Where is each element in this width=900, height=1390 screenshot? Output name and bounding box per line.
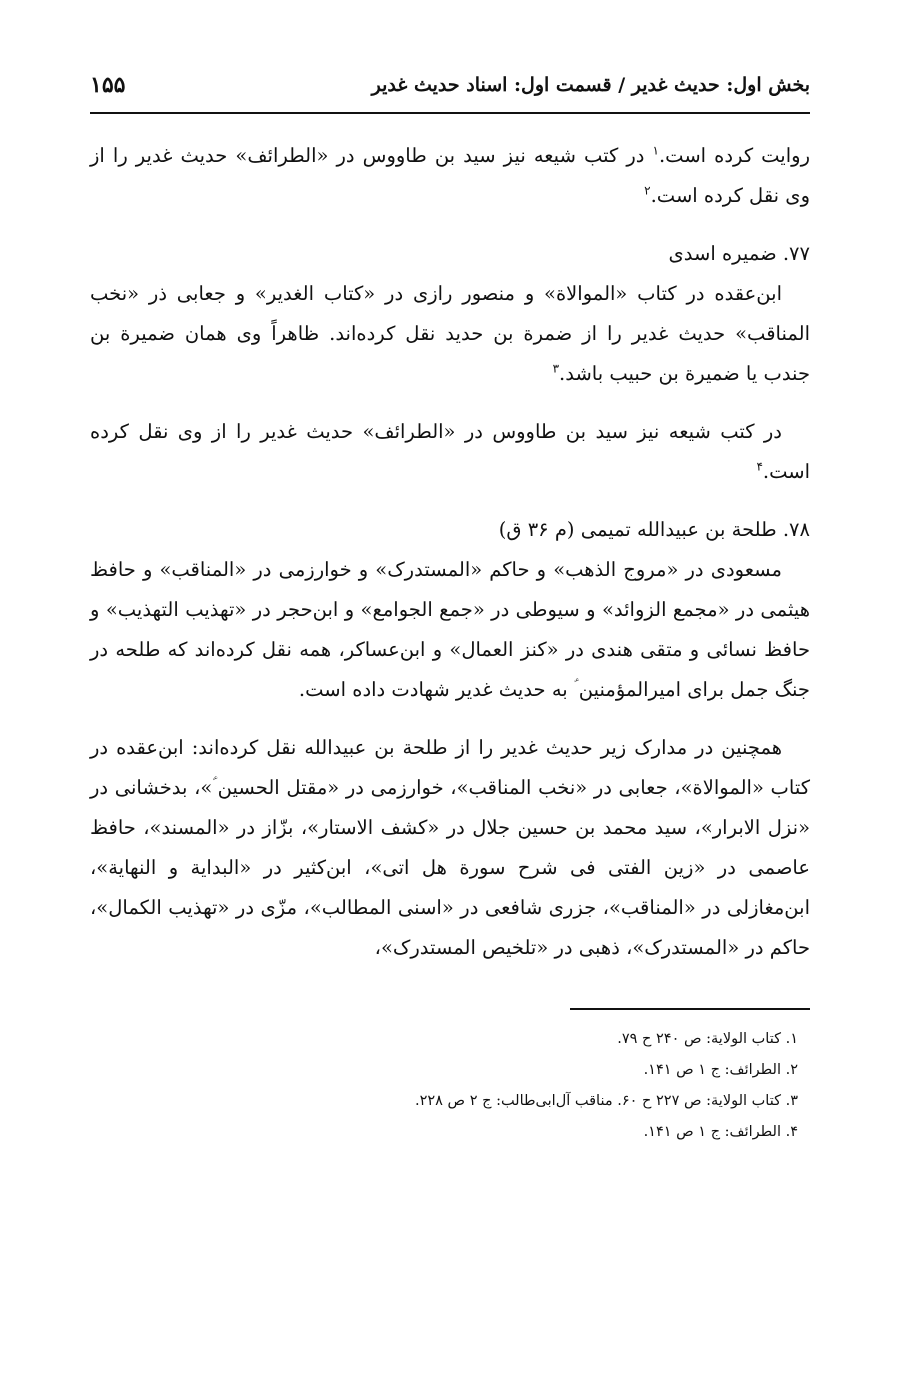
footnote-rule: [570, 1008, 810, 1010]
header-rule: [90, 112, 810, 114]
spacer: [90, 394, 810, 412]
section-heading-77: ۷۷. ضمیره اسدی: [668, 242, 810, 265]
footnote-2: ۲. الطرائف: ج ۱ ص ۱۴۱.: [643, 1062, 798, 1078]
paragraph-2-text: ابن‌عقده در کتاب «الموالاة» و منصور رازی در «کتاب الغدیر» و جعابی ذر «نخب المناقب» حدیث غدیر را از ضمرة بن حدید نقل کرده‌اند. ظاهراً وی همان ضمیرة بن جندب یا ضمیرة بن حبیب باشد.: [90, 282, 810, 385]
page-header: [90, 60, 810, 112]
page-number: ۱۵۵: [90, 72, 126, 98]
paragraph-1-continuation: در کتب شیعه نیز سید بن طاووس در «الطرائف» حدیث غدیر را از وی نقل کرده است.: [90, 144, 810, 207]
footnote-1: ۱. کتاب الولایة: ص ۲۴۰ ح ۷۹.: [617, 1031, 798, 1047]
paragraph-4: مسعودی در «مروج الذهب» و حاکم «المستدرک» و خوارزمی در «المناقب» و حافظ هیثمی در «مجمع الزوائد» و سیوطی در «جمع الجوامع» و ابن‌حجر در «تهذیب التهذیب» و حافظ نسائی و متقی هندی در «کنز العمال» و ابن‌عساکر، همه نقل کرده‌اند که طلحه در جنگ جمل برای امیرالمؤمنین ؑ به حدیث غدیر شهادت داده است.: [90, 558, 810, 701]
footnote-3: ۳. کتاب الولایة: ص ۲۲۷ ح ۶۰. مناقب آل‌ابی‌طالب: ج ۲ ص ۲۲۸.: [414, 1093, 798, 1109]
section-heading-78: ۷۸. طلحة بن عبیدالله تمیمی (م ۳۶ ق): [498, 518, 810, 541]
running-title: بخش اول: حدیث غدیر / قسمت اول: اسناد حدیث غدیر: [371, 74, 810, 96]
book-page: [90, 60, 810, 1148]
spacer: [90, 492, 810, 510]
footnotes: [90, 1024, 810, 1148]
spacer: [90, 216, 810, 234]
footnote-ref-2: ۲: [644, 183, 651, 198]
paragraph-3: [90, 412, 810, 492]
paragraph-1: [90, 136, 810, 216]
footnote-ref-4: ۴: [756, 459, 763, 474]
paragraph-5: همچنین در مدارک زیر حدیث غدیر را از طلحة بن عبیدالله نقل کرده‌اند: ابن‌عقده در کتاب «الموالاة»، جعابی در «نخب المناقب»، خوارزمی در «مقتل الحسین ؑ»، بدخشانی در «نزل الابرار»، سید محمد بن حسین جلال در «کشف الاستار»، بزّاز در «المسند»، حافظ عاصمی در «زین الفتی فی شرح سورة هل اتی»، ابن‌کثیر در «البدایة و النهایة»، ابن‌مغازلی در «المناقب»، جزری شافعی در «اسنی المطالب»، مزّی در «تهذیب الکمال»، حاکم در «المستدرک»، ذهبی در «تلخیص المستدرک»،: [90, 736, 810, 959]
paragraph-2: [90, 274, 810, 394]
footnote-4: ۴. الطرائف: ج ۱ ص ۱۴۱.: [643, 1124, 798, 1140]
spacer: [90, 710, 810, 728]
paragraph-3-text: در کتب شیعه نیز سید بن طاووس در «الطرائف» حدیث غدیر را از وی نقل کرده است.: [90, 420, 810, 483]
paragraph-1-text: روایت کرده است.: [658, 144, 810, 167]
footnote-ref-1: ۱: [652, 143, 659, 158]
footnote-ref-3: ۳: [552, 361, 560, 376]
